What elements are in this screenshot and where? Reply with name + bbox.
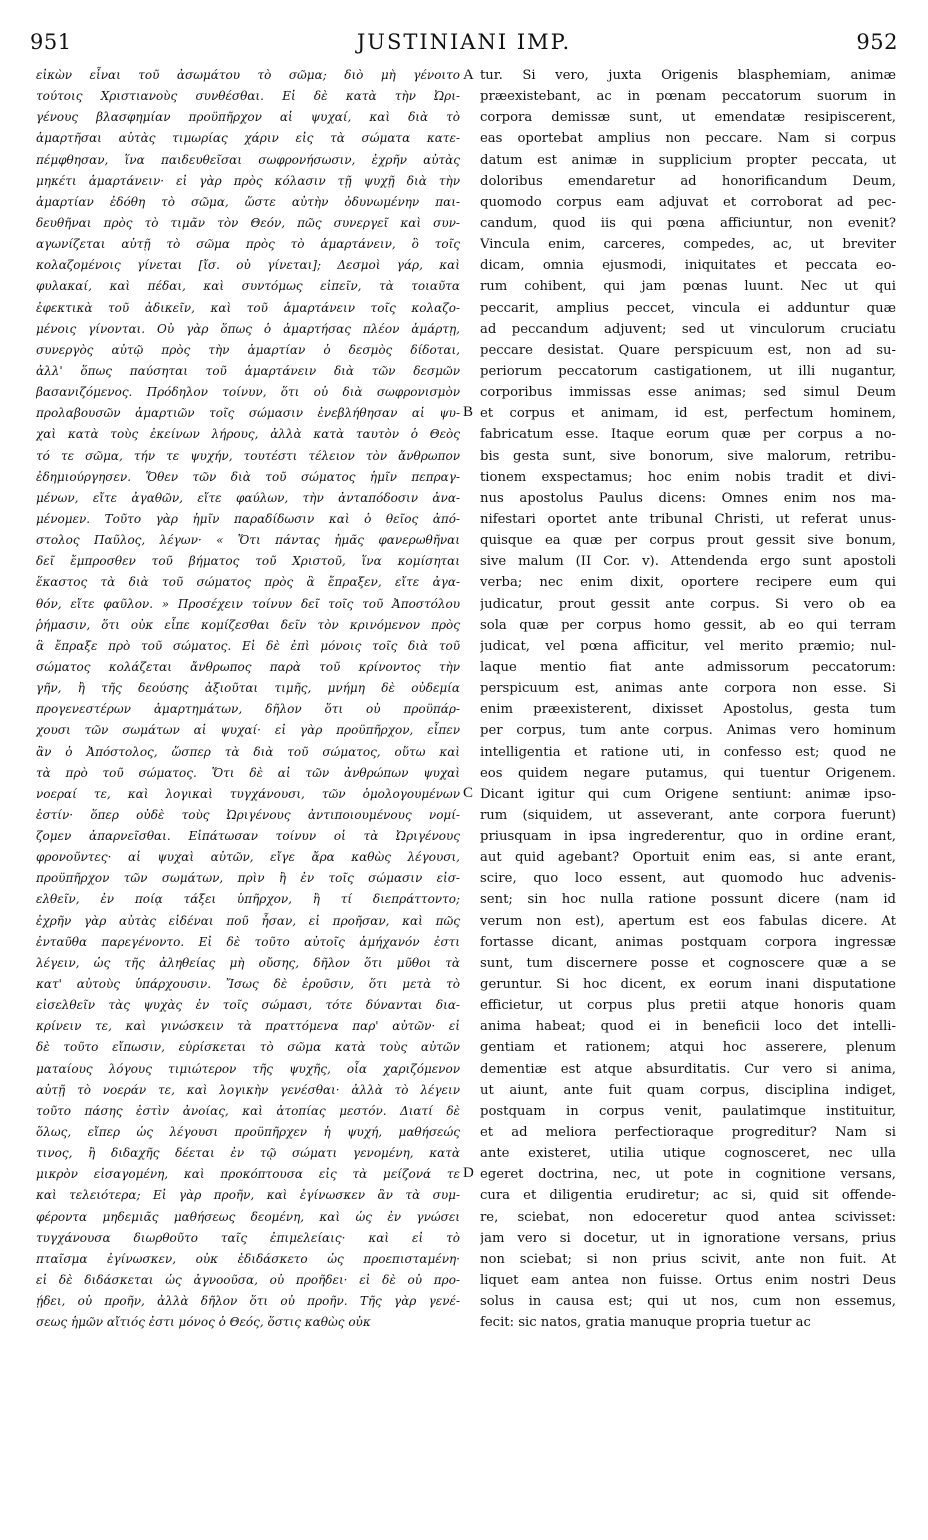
text-line: nifestari oportet ante tribunal Christi, ut referat unus- — [480, 511, 896, 527]
text-line: cura et diligentia erudiretur; ac si, quid sit offende- — [480, 1188, 896, 1204]
text-line: μένοις γίνονται. Οὐ γὰρ ὅπως ὁ ἁμαρτήσας πλέον ἁμάρτῃ, — [36, 321, 460, 336]
text-line: συνεργὸς αὐτῷ πρὸς τὴν ἁμαρτίαν ὁ δεσμὸς δίδοται, — [36, 342, 460, 357]
text-line: et corpus et animam, id est, perfectum hominem, — [480, 406, 896, 422]
text-line: ἕκαστος τὰ διὰ τοῦ σώματος πρὸς ἃ ἔπραξεν, εἴτε ἀγα- — [36, 575, 460, 590]
text-line: αὐτῇ τὸ νοεράν τε, καὶ λογικὴν γενέσθαι· ἀλλὰ τὸ λέγειν — [36, 1082, 460, 1097]
text-line: τινος, ἢ διδαχῆς δέεται ἐν τῷ σώματι γενομένη, κατὰ — [36, 1146, 460, 1161]
text-line: periorum peccatorum castigationem, ut illi nugantur, — [480, 363, 896, 379]
latin-column — [480, 65, 896, 1333]
text-line: scire, quo loco essent, aut quomodo huc advenis- — [480, 871, 896, 887]
section-marker-a: A — [463, 67, 474, 83]
text-line: postquam in corpus venit, paulatimque instituitur, — [480, 1103, 896, 1119]
text-line: προγενεστέρων ἁμαρτημάτων, δῆλον ὅτι οὐ προϋπάρ- — [36, 702, 460, 717]
text-line: βασανιζόμενος. Πρόδηλον τοίνυν, ὅτι οὐ διὰ σωφρονισμὸν — [36, 385, 460, 400]
text-line: efficietur, ut corpus plus pretii atque honoris quam — [480, 998, 896, 1014]
text-line: eos quidem negare putamus, qui tuentur Origenem. — [480, 765, 896, 781]
text-line: rum cohibent, qui jam pœnas luunt. Nec ut qui — [480, 279, 896, 295]
text-line: judicat, vel pœna afficitur, vel merito præmio; nul- — [480, 638, 896, 654]
text-line: solus in causa est; qui ut nos, cum non essemus, — [480, 1294, 896, 1310]
text-line: corpora demissæ sunt, ut emendatæ resipiscerent, — [480, 110, 896, 126]
page-header — [30, 30, 898, 60]
text-line: peccare desistat. Quare perspicuum est, non ad su- — [480, 342, 896, 358]
text-line: γένους βλασφημίαν προϋπῆρχον αἱ ψυχαί, καὶ διὰ τὸ — [36, 110, 460, 125]
text-line: τοῦτο πάσης ἐστὶν ἀνοίας, καὶ ἀτοπίας μεστόν. Διατί δὲ — [36, 1103, 460, 1118]
text-line: εἰσελθεῖν τὰς ψυχὰς ἐν τοῖς σώμασι, τότε δύνανται δια- — [36, 998, 460, 1013]
text-line: ἐδημιούργησεν. Ὅθεν τῶν διὰ τοῦ σώματος ἡμῖν πεπραγ- — [36, 469, 460, 484]
text-line: priusquam in ipsa ingrederentur, quo in ordine erant, — [480, 829, 896, 845]
text-line: χαὶ κατὰ τοὺς ἐκείνων λήρους, ἀλλὰ κατὰ ταυτὸν ὁ Θεὸς — [36, 427, 460, 442]
text-line: μένων, εἴτε ἀγαθῶν, εἴτε φαύλων, τὴν ἀνταπόδοσιν ἀνα- — [36, 490, 460, 505]
text-line: ἀλλ' ὅπως παύσηται τοῦ ἁμαρτάνειν διὰ τῶν δεσμῶν — [36, 363, 460, 378]
section-marker-c: C — [463, 785, 474, 801]
text-line: tur. Si vero, juxta Origenis blasphemiam, animæ — [480, 68, 896, 83]
text-line: fortasse dicant, animas postquam corpora ingressæ — [480, 934, 896, 950]
text-line: corporibus immissas esse animas; sed simul Deum — [480, 385, 896, 401]
text-line: ἐχρῆν γὰρ αὐτὰς εἰδέναι ποῦ ἦσαν, εἰ προῆσαν, καὶ πῶς — [36, 913, 460, 928]
text-line: sunt, tum discernere posse et cognoscere quæ a se — [480, 955, 896, 971]
text-line: egeret doctrina, nec, ut pote in cognitione versans, — [480, 1167, 896, 1183]
text-line: θόν, εἴτε φαῦλον. » Προσέχειν τοίνυν δεῖ τοῖς τοῦ Ἀποστόλου — [36, 596, 460, 611]
text-line: κατ' αὐτοὺς ὑπάρχουσιν. Ἴσως δὲ ἐροῦσιν, ὅτι μετὰ τὸ — [36, 977, 460, 992]
text-line: nus apostolus Paulus dicens: Omnes enim nos ma- — [480, 490, 896, 506]
text-line: tionem exspectamus; hoc enim nobis tradit et divi- — [480, 469, 896, 485]
text-line: τούτοις Χριστιανοὺς συνθέσθαι. Εἰ δὲ κατὰ τὴν Ὠρι- — [36, 89, 460, 104]
text-line: intelligentia et ratione uti, in confesso est; quod ne — [480, 744, 896, 760]
text-line: ἂν ὁ Ἀπόστολος, ὥσπερ τὰ διὰ τοῦ σώματος, οὕτω καὶ — [36, 744, 460, 759]
text-line: fecit: sic natos, gratia manuque propria tuetur ac — [480, 1315, 811, 1331]
text-line: πέμφθησαν, ἵνα παιδευθεῖσαι σωφρονήσωσιν, ἐχρῆν αὐτὰς — [36, 152, 460, 167]
text-line: dicam, omnia ejusmodi, iniquitates et peccata eo- — [480, 258, 896, 274]
text-line: bis gesta sunt, sive bonorum, sive malorum, retribu- — [480, 448, 896, 464]
text-line: perspicuum est, animas ante corpora non esse. Si — [480, 681, 896, 697]
text-line: σώματος κολάζεται ἄνθρωπος παρὰ τοῦ κρίνοντος τὴν — [36, 659, 460, 674]
text-line: αγωνίζεται αὐτῇ τὸ σῶμα πρὸς τὸ ἁμαρτάνειν, ὃ τοῖς — [36, 237, 460, 252]
text-line: φέροντα μηδεμιᾶς μαθήσεως δεομένη, καὶ ὡς ἐν γνώσει — [36, 1209, 460, 1224]
text-line: re, sciebat, non edoceretur quod antea scivisset: — [480, 1209, 896, 1225]
text-line: quisque ea quæ per corpus prout gessit sive bonum, — [480, 533, 896, 549]
text-line: ῄδει, οὐ προῆν, ἀλλὰ δῆλον ὅτι οὐ προῆν. Τῆς γὰρ γενέ- — [36, 1294, 460, 1309]
greek-column — [36, 65, 460, 1333]
text-line: ἁμαρτίαν ἐδόθη τὸ σῶμα, ὥστε αὐτὴν ὀδυνωμένην παι- — [36, 194, 460, 209]
text-line: geruntur. Si hoc dicent, ex eorum inani disputatione — [480, 977, 896, 993]
text-line: enim præexisterent, dixisset Apostolus, gesta tum — [480, 702, 896, 718]
text-line: ἐφεκτικὰ τοῦ ἀδικεῖν, καὶ τοῦ ἁμαρτάνειν τοῖς κολαζο- — [36, 300, 460, 315]
text-line: non sciebat; si non prius scivit, ante non fuit. At — [480, 1251, 896, 1267]
text-line: τό τε σῶμα, τήν τε ψυχήν, τουτέστι τέλειον τὸν ἄνθρωπον — [36, 448, 460, 463]
text-line: προλαβουσῶν ἁμαρτιῶν τοῖς σώμασιν ἐνεβλήθησαν αἱ ψυ- — [36, 406, 460, 421]
page-number-right: 952 — [856, 30, 898, 54]
text-line: rum (siquidem, ut asseverant, ante corpora fuerunt) — [480, 807, 896, 823]
text-line: κολαζομένοις γίνεται [ἴσ. οὐ γίνεται]; Δεσμοὶ γάρ, καὶ — [36, 258, 460, 273]
text-line: judicatur, prout gessit ante corpus. Si vero ob ea — [480, 596, 896, 612]
text-line: Vincula enim, carceres, compedes, ac, ut breviter — [480, 237, 896, 253]
text-line: ἐστίν· ὅπερ οὐδὲ τοὺς Ὠριγένους ἀντιποιουμένους νομί- — [36, 807, 460, 822]
text-line: καὶ τελειότερα; Εἰ γὰρ προῆν, καὶ ἐγίνωσκεν ἂν τὰ συμ- — [36, 1188, 460, 1203]
text-line: verba; nec enim dixit, oportere recipere eum qui — [480, 575, 896, 591]
text-line: sola quæ per corpus homo gessit, ab eo qui terram — [480, 617, 896, 633]
text-line: aut quid agebant? Oportuit enim eas, si ante erant, — [480, 850, 896, 866]
text-line: νοεραί τε, καὶ λογικαὶ τυγχάνουσι, τῶν ὁμολογουμένων — [36, 786, 460, 801]
text-line: et ad meliora perfectioraque progreditur? Nam si — [480, 1125, 896, 1141]
text-line: φρονοῦντες· αἱ ψυχαὶ αὐτῶν, εἴγε ἄρα καθὼς λέγουσι, — [36, 850, 460, 865]
text-line: γῆν, ἢ τῆς δεούσης ἀξιοῦται τιμῆς, μνήμη δὲ οὐδεμία — [36, 681, 460, 696]
text-line: τυγχάνουσα διωρθοῦτο ταῖς ἐπιμελείαις· καὶ εἰ τὸ — [36, 1230, 460, 1245]
text-line: sent; sin hoc nulla ratione possunt dicere (nam id — [480, 892, 896, 908]
text-line: gentiam et rationem; atqui hoc asserere, plenum — [480, 1040, 896, 1056]
text-line: πταῖσμα ἐγίνωσκεν, οὐκ ἐδιδάσκετο ὡς προεπισταμένη· — [36, 1251, 460, 1266]
text-line: δὲ τοῦτο εἴπωσιν, εὑρίσκεται τὸ σῶμα κατὰ τοὺς αὐτῶν — [36, 1040, 460, 1055]
text-line: laque mentio fiat ante admissorum peccatorum: — [480, 659, 896, 675]
text-line: ad peccandum adjuvent; sed ut vinculorum cruciatu — [480, 321, 896, 337]
section-marker-d: D — [463, 1165, 474, 1181]
text-line: χουσι τῶν σωμάτων αἱ ψυχαί· εἰ γὰρ προϋπῆρχον, εἶπεν — [36, 723, 460, 738]
text-line: sive malum (II Cor. v). Attendenda ergo sunt apostoli — [480, 554, 896, 570]
text-line: δευθῆναι πρὸς τὸ τιμᾶν τὸν Θεόν, πῶς συνεργεῖ καὶ συν- — [36, 215, 460, 230]
text-line: ματαίους λόγους τιμιώτερον τῆς ψυχῆς, οἷα χαριζόμενον — [36, 1061, 460, 1076]
text-line: λέγειν, ὡς τῆς ἀληθείας μὴ οὔσης, δῆλον ὅτι μῦθοι τὰ — [36, 955, 460, 970]
text-line: Dicant igitur qui cum Origene sentiunt: animæ ipso- — [480, 786, 896, 802]
text-line: ἐνταῦθα παρεγένοντο. Εἰ δὲ τοῦτο αὐτοῖς ἀμήχανόν ἐστι — [36, 934, 460, 949]
text-line: στολος Παῦλος, λέγων· « Ὅτι πάντας ἡμᾶς φανερωθῆναι — [36, 533, 460, 548]
text-line: verum non est), apertum est eos fabulas dicere. At — [480, 913, 896, 929]
text-line: candum, quod iis qui pœna afficiuntur, non evenit? — [480, 215, 896, 231]
text-line: δεῖ ἔμπροσθεν τοῦ βήματος τοῦ Χριστοῦ, ἵνα κομίσηται — [36, 554, 460, 569]
text-line: ὅλως, εἴπερ ὡς λέγουσι προϋπῆρχεν ἡ ψυχή, μαθήσεώς — [36, 1125, 460, 1140]
text-line: ἃ ἔπραξε πρὸ τοῦ σώματος. Εἰ δὲ ἐπὶ μόνοις τοῖς διὰ τοῦ — [36, 638, 460, 653]
text-line: fabricatum esse. Itaque eorum quæ per corpus a no- — [480, 427, 896, 443]
text-line: jam vero si docetur, ut in ignoratione versans, prius — [480, 1230, 896, 1246]
running-title: JUSTINIANI IMP. — [356, 30, 572, 54]
text-line: quomodo corpus eam adjuvat et corroborat ad pec- — [480, 194, 896, 210]
text-line: dementiæ est atque absurditatis. Cur vero si anima, — [480, 1061, 896, 1077]
text-line: φυλακαί, καὶ πέδαι, καὶ συντόμως εἰπεῖν, τὰ τοιαῦτα — [36, 279, 460, 294]
text-line: μικρὸν εἰσαγομένη, καὶ προκόπτουσα εἰς τὰ μείζονά τε — [36, 1167, 460, 1182]
text-line: peccarit, amplius peccet, vincula ei adduntur quæ — [480, 300, 896, 316]
text-line: datum est animæ in supplicium propter peccata, ut — [480, 152, 896, 168]
text-line: μένομεν. Τοῦτο γὰρ ἡμῖν παραδίδωσιν καὶ ὁ θεῖος ἀπό- — [36, 511, 460, 526]
page-number-left: 951 — [30, 30, 72, 54]
text-line: liquet eam antea non fuisse. Ortus enim nostri Deus — [480, 1273, 896, 1289]
text-line: εἰκὼν εἶναι τοῦ ἀσωμάτου τὸ σῶμα; διὸ μὴ γένοιτο — [36, 68, 460, 82]
text-line: doloribus emendaretur ad honorificandum Deum, — [480, 173, 896, 189]
text-line: ζομεν ἀπαρνεῖσθαι. Εἰπάτωσαν τοίνυν οἱ τὰ Ὠριγένους — [36, 829, 460, 844]
text-line: præexistebant, ac in pœnam peccatorum suorum in — [480, 89, 896, 105]
text-line: eas oportebat amplius non peccare. Nam si corpus — [480, 131, 896, 147]
text-line: per corpus, tum ante corpus. Animas vero hominum — [480, 723, 896, 739]
text-line: ante existeret, utilia utique cognosceret, nec ulla — [480, 1146, 896, 1162]
text-line: ἁμαρτῆσαι αὐτὰς τιμωρίας χάριν εἰς τὰ σώματα κατε- — [36, 131, 460, 146]
text-line: ελθεῖν, ἐν ποίᾳ τάξει ὑπῆρχον, ἢ τί διεπράττοντο; — [36, 892, 460, 907]
text-line: τὰ πρὸ τοῦ σώματος. Ὅτι δὲ αἱ τῶν ἀνθρώπων ψυχαὶ — [36, 765, 460, 780]
text-line: κρίνειν τε, καὶ γινώσκειν τὰ πραττόμενα παρ' αὐτῶν· εἰ — [36, 1019, 460, 1034]
text-line: μηκέτι ἁμαρτάνειν· εἰ γὰρ πρὸς κόλασιν τῇ ψυχῇ διὰ τὴν — [36, 173, 460, 188]
text-line: σεως ἡμῶν αἴτιός ἐστι μόνος ὁ Θεός, ὅστις καθὼς οὐκ — [36, 1315, 371, 1330]
section-marker-b: B — [463, 404, 474, 420]
text-line: προϋπῆρχον τῶν σωμάτων, πρὶν ἢ ἐν τοῖς σώμασιν εἰσ- — [36, 871, 460, 886]
text-line: εἰ δὲ διδάσκεται ὡς ἀγνοοῦσα, οὐ προῆδει· εἰ δὲ οὐ προ- — [36, 1273, 460, 1288]
text-line: ῥήμασιν, ὅτι οὐκ εἶπε κομίζεσθαι δεῖν τὸν κρινόμενον πρὸς — [36, 617, 460, 632]
text-line: anima habeat; quod ei in beneficii loco det intelli- — [480, 1019, 896, 1035]
text-line: ut aiunt, ante fuit quam corpus, disciplina indiget, — [480, 1082, 896, 1098]
